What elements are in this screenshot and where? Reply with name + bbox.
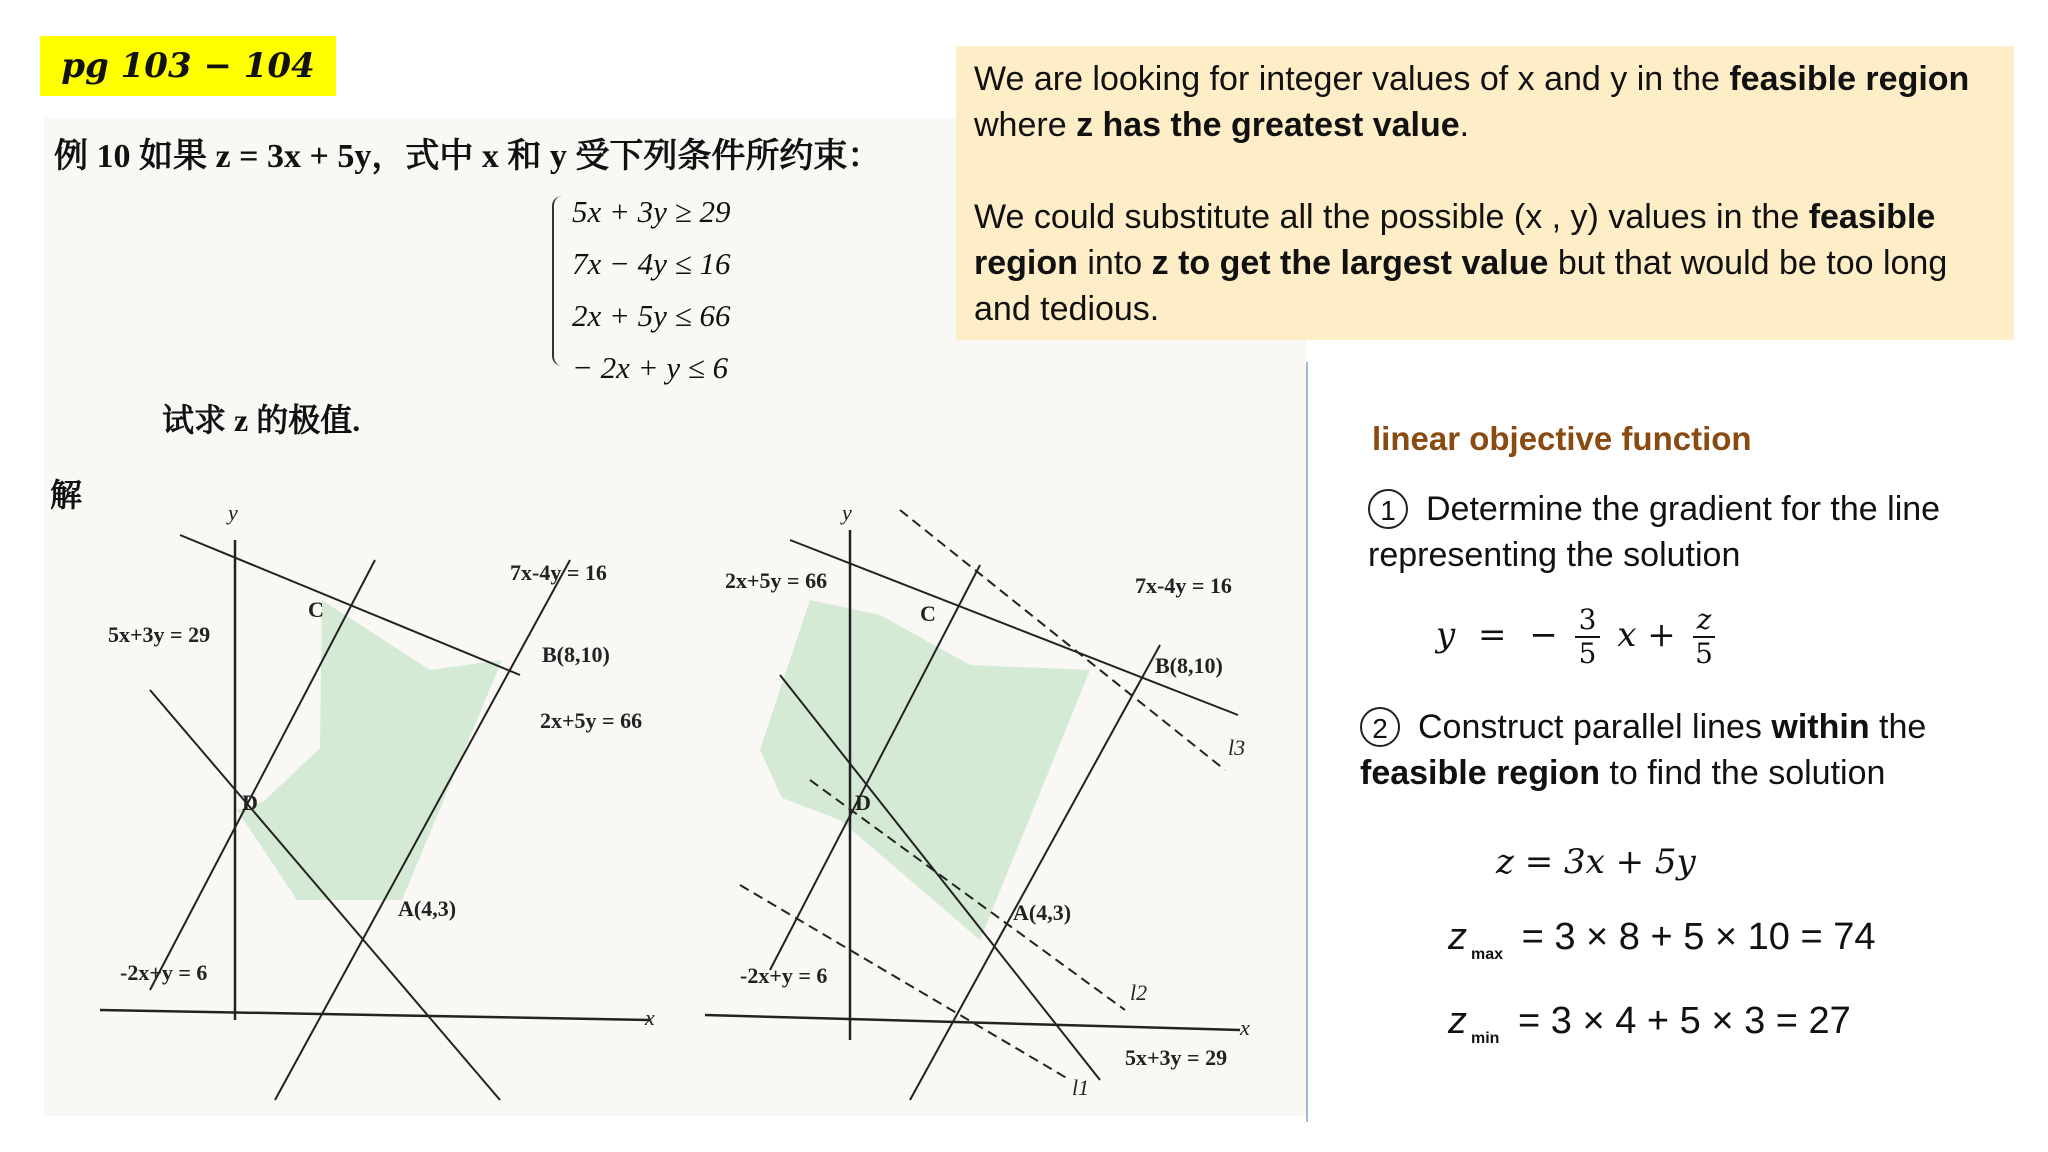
x-label-left: x — [645, 1005, 655, 1030]
point-b-left: B(8,10) — [542, 642, 610, 667]
feasible-region-graphs — [80, 480, 1280, 1120]
z-max-result: z $_{max}$ = 3 × 8 + 5 × 10 = 74 — [1448, 916, 1876, 963]
section-title: linear objective function — [1372, 420, 1752, 457]
y-label-left: y — [228, 500, 238, 525]
step-2-number: 2 — [1360, 707, 1400, 747]
eq-7x-4y-right: 7x-4y = 16 — [1135, 573, 1232, 598]
eq-7x-4y-left: 7x-4y = 16 — [510, 560, 607, 585]
point-c-left: C — [308, 597, 324, 622]
step-1 — [1368, 486, 2008, 578]
info-box — [956, 46, 2014, 340]
label-l3: l3 — [1228, 735, 1246, 760]
condition-3: 2x + 5y ≤ 66 — [572, 298, 731, 333]
condition-brace — [552, 196, 566, 366]
point-a-left: A(4,3) — [398, 896, 457, 921]
feasible-region-right — [760, 600, 1090, 940]
point-b-right: B(8,10) — [1155, 653, 1223, 678]
eq-2x5y-right: 2x+5y = 66 — [725, 568, 828, 593]
x-axis-left — [100, 1010, 650, 1020]
objective-function: z = 3x + 5y — [1496, 842, 1696, 882]
point-a-right: A(4,3) — [1013, 900, 1072, 925]
gradient-equation: y = − $\frac{3}{5}$ x + $\frac{z}{5}$ — [1436, 604, 1721, 670]
x-axis-right — [705, 1015, 1240, 1030]
step-1-text: Determine the gradient for the line representing the solution — [1368, 490, 1941, 574]
feasible-region-left — [237, 600, 502, 900]
label-l1: l1 — [1072, 1075, 1090, 1100]
point-d-right: D — [855, 790, 871, 815]
step-1-number: 1 — [1368, 489, 1408, 529]
condition-1: 5x + 3y ≥ 29 — [572, 194, 731, 229]
info-paragraph-2: We could substitute all the possible (x , y) values in the feasible region into z to get the largest value but that would be too long and tedious. — [974, 198, 1948, 328]
page-tag: pg 103 − 104 — [40, 36, 336, 96]
example-title: 例 10 如果 z = 3x + 5y，式中 x 和 y 受下列条件所约束： — [54, 138, 882, 175]
label-l2: l2 — [1130, 980, 1148, 1005]
divider-line — [1306, 362, 1308, 1122]
z-min-result: z $_{min}$ = 3 × 4 + 5 × 3 = 27 — [1448, 1000, 1851, 1047]
point-c-right: C — [920, 601, 936, 626]
eq-2xy-right: -2x+y = 6 — [740, 963, 828, 988]
step-2: 2 Construct parallel lines within the feasible region to find the solution — [1360, 708, 1927, 792]
solution-label: 解 — [50, 477, 83, 513]
x-label-right: x — [1240, 1015, 1250, 1040]
eq-2xy-left: -2x+y = 6 — [120, 960, 208, 985]
y-label-right: y — [842, 500, 852, 525]
eq-2x5y-left: 2x+5y = 66 — [540, 708, 643, 733]
eq-5x3y-right: 5x+3y = 29 — [1125, 1045, 1228, 1070]
point-d-left: D — [242, 790, 258, 815]
info-paragraph-1: We are looking for integer values of x and y in the feasible region where z has the greatest value. — [974, 60, 1970, 144]
eq-5x3y-left: 5x+3y = 29 — [108, 622, 211, 647]
condition-4: − 2x + y ≤ 6 — [572, 350, 729, 385]
condition-2: 7x − 4y ≤ 16 — [572, 246, 731, 281]
example-question: 试求 z 的极值. — [162, 402, 361, 438]
